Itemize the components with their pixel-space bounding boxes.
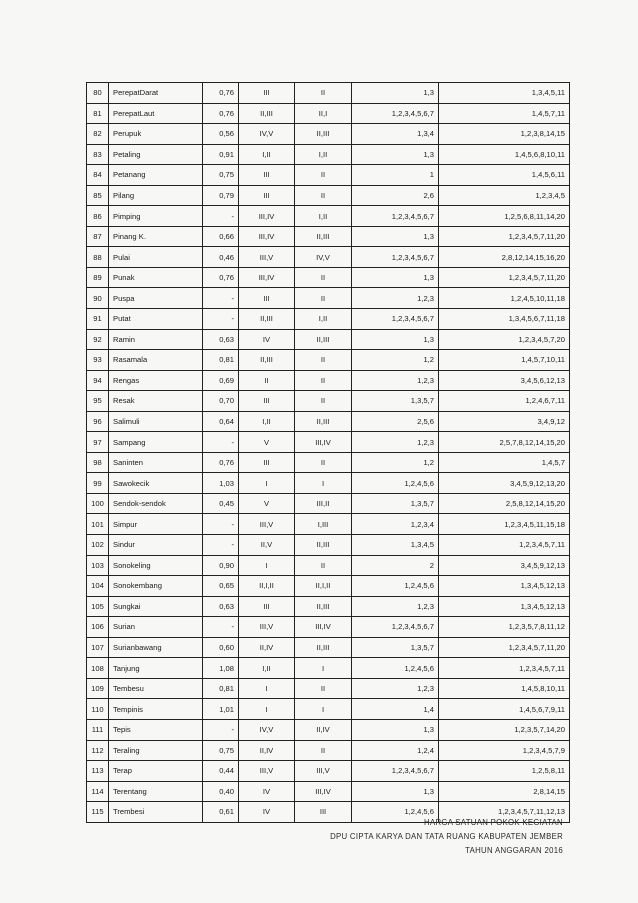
class-2-cell: III,IV: [295, 617, 352, 638]
table-row: [87, 309, 570, 330]
species-name-cell: Punak: [109, 267, 203, 288]
density-value-cell: 0,66: [203, 226, 239, 247]
class-2-cell: II,III: [295, 226, 352, 247]
code-list-2-cell: 1,2,3,4,5: [439, 185, 570, 206]
code-list-1-cell: 1,2,3: [352, 596, 439, 617]
code-list-2-cell: 1,2,3,5,7,14,20: [439, 719, 570, 740]
table-row: [87, 576, 570, 597]
species-name-cell: Petanang: [109, 165, 203, 186]
row-number-cell: 111: [87, 719, 109, 740]
class-2-cell: II,III: [295, 329, 352, 350]
species-name-cell: Saninten: [109, 452, 203, 473]
row-number-cell: 86: [87, 206, 109, 227]
class-1-cell: III,IV: [239, 206, 295, 227]
species-name-cell: Trembesi: [109, 802, 203, 823]
code-list-2-cell: 1,2,3,4,5,7,11,12,13: [439, 802, 570, 823]
species-name-cell: Perupuk: [109, 124, 203, 145]
density-value-cell: -: [203, 432, 239, 453]
table-row: [87, 165, 570, 186]
code-list-1-cell: 1,3: [352, 719, 439, 740]
code-list-1-cell: 1,3: [352, 83, 439, 104]
class-1-cell: III: [239, 185, 295, 206]
code-list-1-cell: 1,2,3: [352, 432, 439, 453]
class-1-cell: II,IV: [239, 740, 295, 761]
table-row: [87, 740, 570, 761]
code-list-1-cell: 1,2,4,5,6: [352, 658, 439, 679]
density-value-cell: -: [203, 309, 239, 330]
species-name-cell: Surianbawang: [109, 637, 203, 658]
row-number-cell: 82: [87, 124, 109, 145]
code-list-2-cell: 2,5,8,12,14,15,20: [439, 493, 570, 514]
class-1-cell: III: [239, 165, 295, 186]
species-name-cell: Tepis: [109, 719, 203, 740]
code-list-1-cell: 1,3,5,7: [352, 391, 439, 412]
class-2-cell: I,II: [295, 309, 352, 330]
density-value-cell: 1,03: [203, 473, 239, 494]
class-2-cell: II: [295, 370, 352, 391]
row-number-cell: 83: [87, 144, 109, 165]
density-value-cell: 0,76: [203, 83, 239, 104]
class-1-cell: III: [239, 596, 295, 617]
species-name-cell: Resak: [109, 391, 203, 412]
density-value-cell: 0,79: [203, 185, 239, 206]
class-1-cell: IV,V: [239, 124, 295, 145]
code-list-1-cell: 2: [352, 555, 439, 576]
species-name-cell: Tempinis: [109, 699, 203, 720]
species-name-cell: Pilang: [109, 185, 203, 206]
code-list-1-cell: 1,2,3: [352, 678, 439, 699]
class-1-cell: III,V: [239, 617, 295, 638]
class-2-cell: II,III: [295, 124, 352, 145]
code-list-1-cell: 1,3: [352, 267, 439, 288]
class-2-cell: III,II: [295, 493, 352, 514]
code-list-2-cell: 1,2,3,4,5,7,9: [439, 740, 570, 761]
row-number-cell: 104: [87, 576, 109, 597]
wood-species-table: [86, 82, 570, 823]
code-list-2-cell: 1,2,5,6,8,11,14,20: [439, 206, 570, 227]
species-name-cell: PerepatDarat: [109, 83, 203, 104]
row-number-cell: 88: [87, 247, 109, 268]
code-list-1-cell: 1: [352, 165, 439, 186]
row-number-cell: 99: [87, 473, 109, 494]
class-2-cell: II: [295, 267, 352, 288]
code-list-2-cell: 1,3,4,5,12,13: [439, 576, 570, 597]
code-list-1-cell: 1,2,4,5,6: [352, 473, 439, 494]
class-2-cell: I,II: [295, 144, 352, 165]
row-number-cell: 102: [87, 535, 109, 556]
row-number-cell: 96: [87, 411, 109, 432]
class-1-cell: IV: [239, 781, 295, 802]
code-list-2-cell: 2,5,7,8,12,14,15,20: [439, 432, 570, 453]
density-value-cell: -: [203, 206, 239, 227]
class-2-cell: II,IV: [295, 719, 352, 740]
species-name-cell: Sampang: [109, 432, 203, 453]
class-2-cell: II,III: [295, 596, 352, 617]
footer-line-2: DPU CIPTA KARYA DAN TATA RUANG KABUPATEN JEMBER: [330, 832, 563, 841]
class-1-cell: II,IV: [239, 637, 295, 658]
table-row: [87, 185, 570, 206]
table-row: [87, 329, 570, 350]
class-2-cell: III,IV: [295, 781, 352, 802]
code-list-2-cell: 1,4,5,7: [439, 452, 570, 473]
class-1-cell: I: [239, 473, 295, 494]
density-value-cell: 0,40: [203, 781, 239, 802]
code-list-1-cell: 1,2,4: [352, 740, 439, 761]
code-list-2-cell: 2,8,14,15: [439, 781, 570, 802]
code-list-1-cell: 1,2,3,4,5,6,7: [352, 617, 439, 638]
code-list-2-cell: 1,4,5,6,7,9,11: [439, 699, 570, 720]
class-1-cell: III,IV: [239, 267, 295, 288]
code-list-1-cell: 1,3: [352, 226, 439, 247]
density-value-cell: 0,65: [203, 576, 239, 597]
class-1-cell: II: [239, 370, 295, 391]
code-list-1-cell: 1,4: [352, 699, 439, 720]
density-value-cell: -: [203, 535, 239, 556]
density-value-cell: 0,76: [203, 452, 239, 473]
density-value-cell: 0,81: [203, 678, 239, 699]
species-name-cell: Petaling: [109, 144, 203, 165]
code-list-1-cell: 1,2: [352, 350, 439, 371]
footer-line-3: TAHUN ANGGARAN 2016: [465, 846, 563, 855]
density-value-cell: 0,75: [203, 165, 239, 186]
code-list-1-cell: 2,5,6: [352, 411, 439, 432]
species-name-cell: Putat: [109, 309, 203, 330]
code-list-1-cell: 1,2,3: [352, 370, 439, 391]
code-list-2-cell: 1,2,4,5,10,11,18: [439, 288, 570, 309]
row-number-cell: 105: [87, 596, 109, 617]
table-row: [87, 781, 570, 802]
code-list-2-cell: 3,4,5,9,12,13,20: [439, 473, 570, 494]
density-value-cell: 0,60: [203, 637, 239, 658]
class-2-cell: IV,V: [295, 247, 352, 268]
density-value-cell: 0,44: [203, 761, 239, 782]
density-value-cell: 0,61: [203, 802, 239, 823]
species-name-cell: Terap: [109, 761, 203, 782]
row-number-cell: 114: [87, 781, 109, 802]
species-name-cell: Simpur: [109, 514, 203, 535]
row-number-cell: 100: [87, 493, 109, 514]
density-value-cell: 0,63: [203, 596, 239, 617]
species-name-cell: Teraling: [109, 740, 203, 761]
species-name-cell: Tembesu: [109, 678, 203, 699]
code-list-1-cell: 2,6: [352, 185, 439, 206]
table-row: [87, 719, 570, 740]
footer-line-1: HARGA SATUAN POKOK KEGIATAN: [424, 818, 563, 827]
row-number-cell: 108: [87, 658, 109, 679]
table-row: [87, 103, 570, 124]
table-row: [87, 637, 570, 658]
code-list-1-cell: 1,3,5,7: [352, 493, 439, 514]
code-list-2-cell: 1,4,5,7,10,11: [439, 350, 570, 371]
code-list-1-cell: 1,2,3,4,5,6,7: [352, 761, 439, 782]
code-list-2-cell: 1,2,3,4,5,7,11: [439, 658, 570, 679]
code-list-1-cell: 1,2,3,4,5,6,7: [352, 103, 439, 124]
class-1-cell: III: [239, 83, 295, 104]
species-name-cell: Ramin: [109, 329, 203, 350]
class-1-cell: I: [239, 555, 295, 576]
density-value-cell: 0,46: [203, 247, 239, 268]
class-2-cell: I: [295, 658, 352, 679]
table-row: [87, 288, 570, 309]
code-list-1-cell: 1,2,4,5,6: [352, 802, 439, 823]
code-list-2-cell: 1,2,3,4,5,7,11: [439, 535, 570, 556]
class-1-cell: III,V: [239, 761, 295, 782]
code-list-2-cell: 2,8,12,14,15,16,20: [439, 247, 570, 268]
code-list-1-cell: 1,2,3,4,5,6,7: [352, 206, 439, 227]
table-row: [87, 761, 570, 782]
species-name-cell: Terentang: [109, 781, 203, 802]
density-value-cell: -: [203, 288, 239, 309]
class-2-cell: II: [295, 185, 352, 206]
row-number-cell: 89: [87, 267, 109, 288]
table-row: [87, 432, 570, 453]
class-2-cell: II,III: [295, 637, 352, 658]
class-2-cell: II: [295, 288, 352, 309]
row-number-cell: 115: [87, 802, 109, 823]
code-list-1-cell: 1,2: [352, 452, 439, 473]
species-name-cell: Surian: [109, 617, 203, 638]
class-2-cell: II: [295, 678, 352, 699]
class-1-cell: IV: [239, 329, 295, 350]
code-list-2-cell: 1,4,5,8,10,11: [439, 678, 570, 699]
row-number-cell: 93: [87, 350, 109, 371]
row-number-cell: 110: [87, 699, 109, 720]
density-value-cell: 0,64: [203, 411, 239, 432]
class-1-cell: III: [239, 391, 295, 412]
table-row: [87, 699, 570, 720]
table-row: [87, 144, 570, 165]
code-list-2-cell: 1,3,4,5,12,13: [439, 596, 570, 617]
class-1-cell: V: [239, 432, 295, 453]
table-row: [87, 473, 570, 494]
class-1-cell: III: [239, 288, 295, 309]
table-row: [87, 124, 570, 145]
class-2-cell: I,II: [295, 206, 352, 227]
code-list-1-cell: 1,2,3: [352, 288, 439, 309]
class-2-cell: II: [295, 83, 352, 104]
table-row: [87, 514, 570, 535]
code-list-1-cell: 1,3,5,7: [352, 637, 439, 658]
code-list-1-cell: 1,2,4,5,6: [352, 576, 439, 597]
row-number-cell: 80: [87, 83, 109, 104]
code-list-2-cell: 1,2,3,4,5,7,11,20: [439, 226, 570, 247]
class-2-cell: II: [295, 555, 352, 576]
table-row: [87, 617, 570, 638]
code-list-2-cell: 1,2,3,4,5,11,15,18: [439, 514, 570, 535]
class-1-cell: I,II: [239, 658, 295, 679]
table-row: [87, 411, 570, 432]
table-row: [87, 493, 570, 514]
code-list-2-cell: 1,2,3,4,5,7,11,20: [439, 637, 570, 658]
row-number-cell: 109: [87, 678, 109, 699]
density-value-cell: 0,70: [203, 391, 239, 412]
class-1-cell: II,V: [239, 535, 295, 556]
species-name-cell: Sonokembang: [109, 576, 203, 597]
table-row: [87, 267, 570, 288]
table-row: [87, 83, 570, 104]
class-2-cell: I: [295, 699, 352, 720]
class-1-cell: II,I,II: [239, 576, 295, 597]
species-name-cell: Rasamala: [109, 350, 203, 371]
row-number-cell: 98: [87, 452, 109, 473]
row-number-cell: 106: [87, 617, 109, 638]
table-row: [87, 596, 570, 617]
row-number-cell: 81: [87, 103, 109, 124]
row-number-cell: 101: [87, 514, 109, 535]
code-list-2-cell: 1,3,4,5,6,7,11,18: [439, 309, 570, 330]
density-value-cell: 0,63: [203, 329, 239, 350]
species-name-cell: Sendok-sendok: [109, 493, 203, 514]
class-2-cell: I,III: [295, 514, 352, 535]
code-list-1-cell: 1,3: [352, 329, 439, 350]
table-row: [87, 350, 570, 371]
table-row: [87, 370, 570, 391]
row-number-cell: 107: [87, 637, 109, 658]
density-value-cell: 1,01: [203, 699, 239, 720]
class-1-cell: III: [239, 452, 295, 473]
class-2-cell: I: [295, 473, 352, 494]
species-name-cell: Sindur: [109, 535, 203, 556]
species-name-cell: Rengas: [109, 370, 203, 391]
density-value-cell: -: [203, 719, 239, 740]
class-1-cell: III,IV: [239, 226, 295, 247]
class-1-cell: I,II: [239, 411, 295, 432]
table-row: [87, 658, 570, 679]
row-number-cell: 90: [87, 288, 109, 309]
class-2-cell: III,IV: [295, 432, 352, 453]
class-2-cell: II,III: [295, 411, 352, 432]
class-1-cell: I,II: [239, 144, 295, 165]
code-list-1-cell: 1,3,4: [352, 124, 439, 145]
row-number-cell: 94: [87, 370, 109, 391]
code-list-1-cell: 1,2,3,4,5,6,7: [352, 247, 439, 268]
density-value-cell: 0,91: [203, 144, 239, 165]
code-list-1-cell: 1,3: [352, 781, 439, 802]
class-2-cell: II,I: [295, 103, 352, 124]
row-number-cell: 97: [87, 432, 109, 453]
density-value-cell: 0,76: [203, 267, 239, 288]
row-number-cell: 87: [87, 226, 109, 247]
species-name-cell: Sungkai: [109, 596, 203, 617]
row-number-cell: 103: [87, 555, 109, 576]
density-value-cell: -: [203, 617, 239, 638]
density-value-cell: 0,75: [203, 740, 239, 761]
class-1-cell: III,V: [239, 514, 295, 535]
code-list-1-cell: 1,3: [352, 144, 439, 165]
species-name-cell: Salimuli: [109, 411, 203, 432]
table-row: [87, 206, 570, 227]
code-list-2-cell: 1,4,5,6,8,10,11: [439, 144, 570, 165]
class-1-cell: IV: [239, 802, 295, 823]
code-list-2-cell: 1,3,4,5,11: [439, 83, 570, 104]
table-row: [87, 226, 570, 247]
code-list-2-cell: 1,2,4,6,7,11: [439, 391, 570, 412]
class-1-cell: II,III: [239, 350, 295, 371]
class-1-cell: III,V: [239, 247, 295, 268]
class-2-cell: II: [295, 452, 352, 473]
density-value-cell: 1,08: [203, 658, 239, 679]
row-number-cell: 92: [87, 329, 109, 350]
class-2-cell: II: [295, 740, 352, 761]
species-name-cell: Pimping: [109, 206, 203, 227]
page-footer: [330, 816, 563, 858]
code-list-2-cell: 1,2,3,4,5,7,20: [439, 329, 570, 350]
row-number-cell: 113: [87, 761, 109, 782]
density-value-cell: 0,56: [203, 124, 239, 145]
class-1-cell: II,III: [239, 103, 295, 124]
code-list-2-cell: 1,2,3,4,5,7,11,20: [439, 267, 570, 288]
class-1-cell: I: [239, 699, 295, 720]
class-2-cell: II,III: [295, 535, 352, 556]
row-number-cell: 84: [87, 165, 109, 186]
density-value-cell: 0,81: [203, 350, 239, 371]
code-list-2-cell: 1,2,3,8,14,15: [439, 124, 570, 145]
table-row: [87, 535, 570, 556]
species-name-cell: Sonokeling: [109, 555, 203, 576]
class-1-cell: V: [239, 493, 295, 514]
class-2-cell: II: [295, 350, 352, 371]
class-1-cell: II,III: [239, 309, 295, 330]
species-name-cell: Pulai: [109, 247, 203, 268]
code-list-2-cell: 3,4,5,6,12,13: [439, 370, 570, 391]
code-list-1-cell: 1,2,3,4: [352, 514, 439, 535]
code-list-2-cell: 1,2,5,8,11: [439, 761, 570, 782]
code-list-2-cell: 3,4,9,12: [439, 411, 570, 432]
class-2-cell: II,I,II: [295, 576, 352, 597]
density-value-cell: 0,69: [203, 370, 239, 391]
class-1-cell: IV,V: [239, 719, 295, 740]
density-value-cell: 0,45: [203, 493, 239, 514]
code-list-2-cell: 1,4,5,7,11: [439, 103, 570, 124]
row-number-cell: 85: [87, 185, 109, 206]
code-list-2-cell: 3,4,5,9,12,13: [439, 555, 570, 576]
table-row: [87, 678, 570, 699]
species-name-cell: Tanjung: [109, 658, 203, 679]
species-name-cell: Puspa: [109, 288, 203, 309]
row-number-cell: 95: [87, 391, 109, 412]
species-name-cell: Pinang K.: [109, 226, 203, 247]
table-row: [87, 391, 570, 412]
species-name-cell: PerepatLaut: [109, 103, 203, 124]
class-2-cell: II: [295, 391, 352, 412]
class-2-cell: III: [295, 802, 352, 823]
density-value-cell: 0,90: [203, 555, 239, 576]
table-row: [87, 555, 570, 576]
table-row: [87, 247, 570, 268]
row-number-cell: 91: [87, 309, 109, 330]
table-body: [87, 83, 570, 823]
table-row: [87, 452, 570, 473]
density-value-cell: -: [203, 514, 239, 535]
class-2-cell: II: [295, 165, 352, 186]
density-value-cell: 0,76: [203, 103, 239, 124]
code-list-2-cell: 1,2,3,5,7,8,11,12: [439, 617, 570, 638]
code-list-1-cell: 1,2,3,4,5,6,7: [352, 309, 439, 330]
row-number-cell: 112: [87, 740, 109, 761]
code-list-1-cell: 1,3,4,5: [352, 535, 439, 556]
class-1-cell: I: [239, 678, 295, 699]
species-name-cell: Sawokecik: [109, 473, 203, 494]
code-list-2-cell: 1,4,5,6,11: [439, 165, 570, 186]
class-2-cell: III,V: [295, 761, 352, 782]
